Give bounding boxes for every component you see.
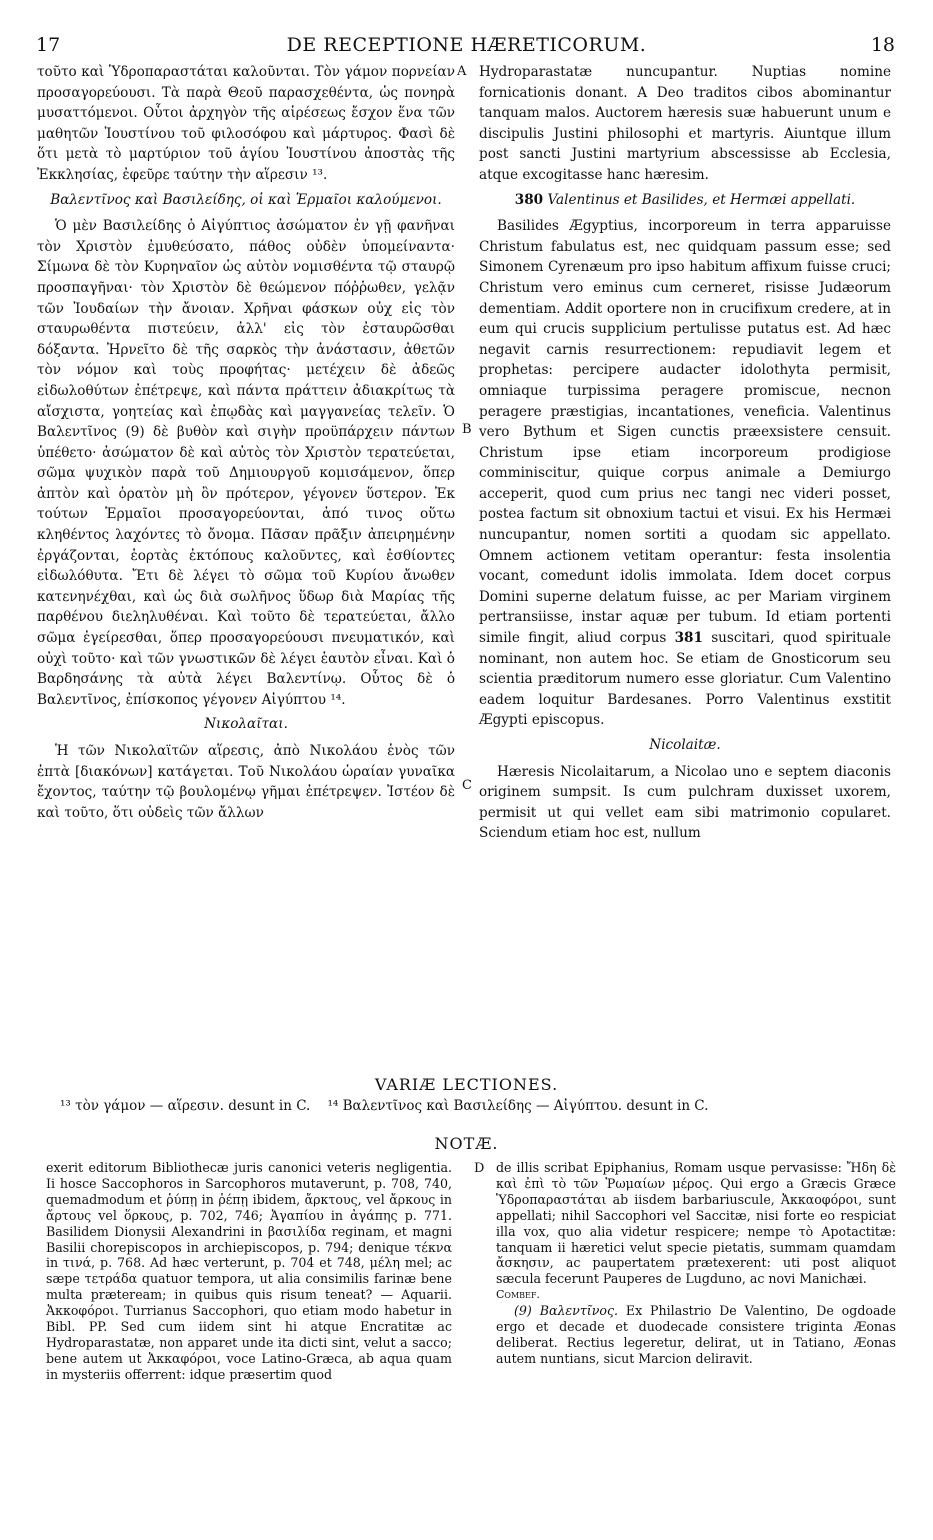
margin-letter-a: A (457, 64, 467, 79)
notes-right-column (496, 1160, 896, 1367)
margin-letter-b: B (462, 422, 472, 437)
variae-lectiones (60, 1098, 890, 1114)
greek-paragraph-3: Ἡ τῶν Νικολαϊτῶν αἵρεσις, ἀπὸ Νικολάου ἑνὸς τῶν ἑπτὰ [διακόνων] κατάγεται. Τοῦ Νικολάου ὡραίαν γυναῖκα ἔχοντος, ταύτην τῷ βουλομένῳ γῆμαι ἐπέτρεψεν. Ἰστέον δὲ καὶ τοῦτο, ὅτι οὐδεὶς τῶν ἄλλων (37, 743, 455, 821)
latin-heading-text: Valentinus et Basilides, et Hermæi appellati. (547, 191, 856, 208)
latin-paragraph-3: Hæresis Nicolaitarum, a Nicolao uno e septem diaconis originem sumpsit. Is cum pulchram duxisset uxorem, permisit ut qui vellet eam sibi matrimonio copularet. Sciendum etiam hoc est, nullum (479, 763, 891, 842)
notes-left-text: exerit editorum Bibliothecæ juris canonici veteris negligentia. Ii hosce Saccophoros in Sarcophoros mutaverunt, p. 708, 740, quemadmodum et ῥύπῃ in ῥέπῃ ibidem, ἄρκτους, vel ἄρκους in ἄρτους vel ὅρκους, p. 702, 746; Ἀγαπίου in ἀγάπης p. 771. Basilidem Dionysii Alexandrini in βασιλίδα reginam, et magni Basilii chorepiscopos in archiepiscopos, p. 794; denique τέκνα in τινά, p. 768. Ad hæc verterunt, p. 704 et 748, μέλη mel; ac sæpe τετράδα quatuor tempora, ut alia consimilis farinæ bene multa præteream; in quibus quis risum teneat? — Aquarii. Ἀκκοφόροι. Turrianus Saccophori, quo etiam modo habetur in Bibl. PP. Sed cum iidem sint hi atque Encratitæ ac Hydroparastatæ, non apparet unde ita dicti sint, velut a sacco; bene autem ut Ἀκκαφόροι, voce Latino-Græca, ab aqua quam in mysteriis offerrent: idque præsertim quod (46, 1160, 452, 1382)
note-9-label: (9) Βαλεντῖνος. (514, 1303, 619, 1319)
margin-letter-d: D (474, 1161, 485, 1176)
variae-lectiones-title: VARIÆ LECTIONES. (374, 1075, 559, 1094)
variant-14: ¹⁴ Βαλεντῖνος καὶ Βασιλείδης — Αἰγύπτου. desunt in C. (327, 1098, 709, 1114)
page-marker-381: 381 (674, 630, 703, 647)
notes-signature: Combef. (496, 1288, 540, 1302)
latin-paragraph-2 (479, 216, 891, 731)
latin-paragraph-2a: Basilides Ægyptius, incorporeum in terra apparuisse Christum fabulatus est, nec quidquam passum esse; sed Simonem Cyrenæum pro ipso habitum affixum fuisse cruci; Christum vero eminus cum cerneret, risisse Judæorum dementiam. Addit oportere non in crucifixum credere, at in eum qui crucis supplicium pertulisse putatus est. Ad hæc negavit carnis resurrectionem: repudiavit legem et prophetas: percipere audacter idolothyta permisit, omniaque turpissima peragere promiscue, necnon peragere præstigias, incantationes, veneficia. Valentinus vero Bythum et Sigen cunctis præexsistere censuit. Christum ipse etiam incorporeum prodigiose comminiscitur, quique corpus animale a Demiurgo acceperit, quod cum prius nec tangi nec videri posset, postea factum sit obnoxium tactui et visui. Ex his Hermæi nuncupantur, nomen sortiti a quodam sic appellato. Omnem actionem vetitam operantur: festa insolentia vocant, comedunt idolis immolata. Idem docet corpus Domini superne delatum fuisse, ac per Mariam virginem pertransiisse, instar aquæ per tubum. Id etiam portenti simile fingit, aliud corpus (479, 218, 891, 647)
latin-paragraph-1: Hydroparastatæ nuncupantur. Nuptias nomine fornicationis donant. A Deo traditos cibos abominantur tanquam malos. Auctorem hæresis suæ habuerunt unum e discipulis Justini philosophi et martyris. Aiuntque illum post sancti Justini martyrium abscessisse ab Ecclesia, atque excogitasse hanc hæresim. (479, 64, 891, 183)
note-9 (496, 1303, 896, 1367)
notes-right-text: de illis scribat Epiphanius, Romam usque pervasisse: Ἤδη δὲ καὶ ἐπὶ τὸ τῶν Ῥωμαίων μέρος. Qui ergo a Græcis Græce Ὑδροπαραστάται ab iisdem barbariuscule, Ἀκκαοφόροι, sunt appellati; nihil Saccophori vel Saccitæ, nisi forte eo respiciat illa vox, quo alia videtur respicere; nempe τὸ Apotactitæ: tanquam ii hæretici velut specie pietatis, summam quamdam ἄσκησιν, ac paupertatem prætexerent: uti post aliquot sæcula fecerunt Pauperes de Lugduno, ac novi Manichæi. (496, 1160, 896, 1287)
notes-left-column (46, 1160, 452, 1383)
page-marker-380: 380 (514, 191, 544, 208)
latin-paragraph-2b: suscitari, quod spirituale nominant, non autem hoc. Se etiam de Gnosticorum seu scientia præditorum numero esse gloriatur. Cum Valentino eadem loquitur Bardesanes. Porro Valentinus exstitit Ægypti episcopus. (479, 630, 892, 729)
variant-13: ¹³ τὸν γάμον — αἵρεσιν. desunt in C. (60, 1098, 311, 1114)
latin-heading-valentinus (479, 190, 891, 211)
greek-heading-valentinus: Βαλεντῖνος καὶ Βασιλείδης, οἱ καὶ Ἑρμαῖοι καλούμενοι. (50, 191, 442, 208)
greek-paragraph-2: Ὁ μὲν Βασιλείδης ὁ Αἰγύπτιος ἀσώματον ἐν γῇ φανῆναι τὸν Χριστὸν ἐμυθεύσατο, πάθος οὐδὲν ὑπομείναντα· Σίμωνα δὲ τὸν Κυρηναῖον ὡς αὐτὸν νομισθέντα τῷ σταυρῷ προσπαγῆναι· τὸν Χριστὸν δὲ θεώμενον πόῤῥωθεν, γελᾷν τῶν Ἰουδαίων τὴν ἄνοιαν. Χρῆναι φάσκων οὐχ εἰς τὸν σταυρωθέντα πιστεύειν, ἀλλ' εἰς τὸν ἐσταυρῶσθαι δόξαντα. Ἠρνεῖτο δὲ τῆς σαρκὸς τὴν ἀνάστασιν, ἀθετῶν τὸν νόμον καὶ τοὺς προφήτας· μετέχειν δὲ ἀδεῶς εἰδωλοθύτων ἐπέτρεψε, καὶ πάντα πράττειν ἀδιακρίτως τὰ αἴσχιστα, γοητείας καὶ ἐπῳδὰς καὶ μαγγανείας τελεῖν. Ὁ Βαλεντῖνος (9) δὲ βυθὸν καὶ σιγὴν προϋπάρχειν πάντων ὑπέθετο· ἀσώματον δὲ καὶ αὐτὸς τὸν Χριστὸν τερατεύεται, σῶμα ψυχικὸν παρὰ τοῦ Δημιουργοῦ κομισάμενον, ὅπερ ἀπτὸν καὶ ὁρατὸν μὴ ὂν πρότερον, γέγονεν ὕστερον. Ἐκ τούτων Ἑρμαῖοι προσαγορεύονται, ἀπό τινος οὕτω κληθέντος λαχόντες τὸ ὄνομα. Πᾶσαν πρᾶξιν ἀπειρημένην ἐργάζονται, ἑορτὰς ἐκτόπους καλοῦντες, καὶ ἐσθίοντες εἰδωλόθυτα. Ἔτι δὲ λέγει τὸ σῶμα τοῦ Κυρίου ἄνωθεν κατενηνέχθαι, καὶ ὡς διὰ σωλῆνος ὕδωρ διὰ Μαρίας τῆς παρθένου διεληλυθέναι. Καὶ τοῦτο δὲ τερατεύεται, ἄλλο σῶμα ἐγείρεσθαι, ὅπερ προσαγορεύουσι πνευματικόν, καὶ οὐχὶ τοῦτο· καὶ τῶν γνωστικῶν δὲ λέγει ἑαυτὸν εἶναι. Καὶ ὁ Βαρδησάνης τὰ αὐτὰ λέγει Βαλεντίνῳ. Οὗτος δὲ ὁ Βαλεντῖνος, ἐπίσκοπος γέγονεν Αἰγύπτου ¹⁴. (37, 218, 455, 708)
greek-paragraph-1: τοῦτο καὶ Ὑδροπαραστάται καλοῦνται. Τὸν γάμον πορνείαν προσαγορεύουσι. Τὰ παρὰ Θεοῦ παρασχεθέντα, ὡς πονηρὰ μυσαττόμενοι. Οὗτοι ἀρχηγὸν τῆς αἱρέσεως ἔσχον ἕνα τῶν μαθητῶν Ἰουστίνου τοῦ φιλοσόφου καὶ μάρτυρος. Φασὶ δὲ ὅτι μετὰ τὸ μαρτύριον τοῦ ἁγίου Ἰουστίνου ἀποστὰς τῆς Ἐκκλησίας, ἐφεῦρε ταύτην τὴν αἵρεσιν ¹³. (37, 64, 455, 183)
margin-letter-c: C (462, 778, 472, 793)
greek-heading-nicolaitae: Νικολαῖται. (204, 716, 288, 733)
latin-column (479, 62, 891, 844)
latin-heading-nicolaitae: Nicolaitæ. (649, 737, 721, 753)
page-number-left: 17 (36, 34, 61, 56)
notae-title: NOTÆ. (434, 1134, 499, 1153)
note-9-text: Ex Philastrio De Valentino, De ogdoade ergo et decade et duodecade consistere triginta Æonas deliberat. Rectius legeretur, delirat, ut in Tatiano, Æonas autem nuntians, sicut Marcion deliravit. (496, 1303, 896, 1366)
running-title: DE RECEPTIONE HÆRETICORUM. (286, 34, 647, 56)
greek-column (37, 62, 455, 823)
page-number-right: 18 (870, 34, 895, 56)
